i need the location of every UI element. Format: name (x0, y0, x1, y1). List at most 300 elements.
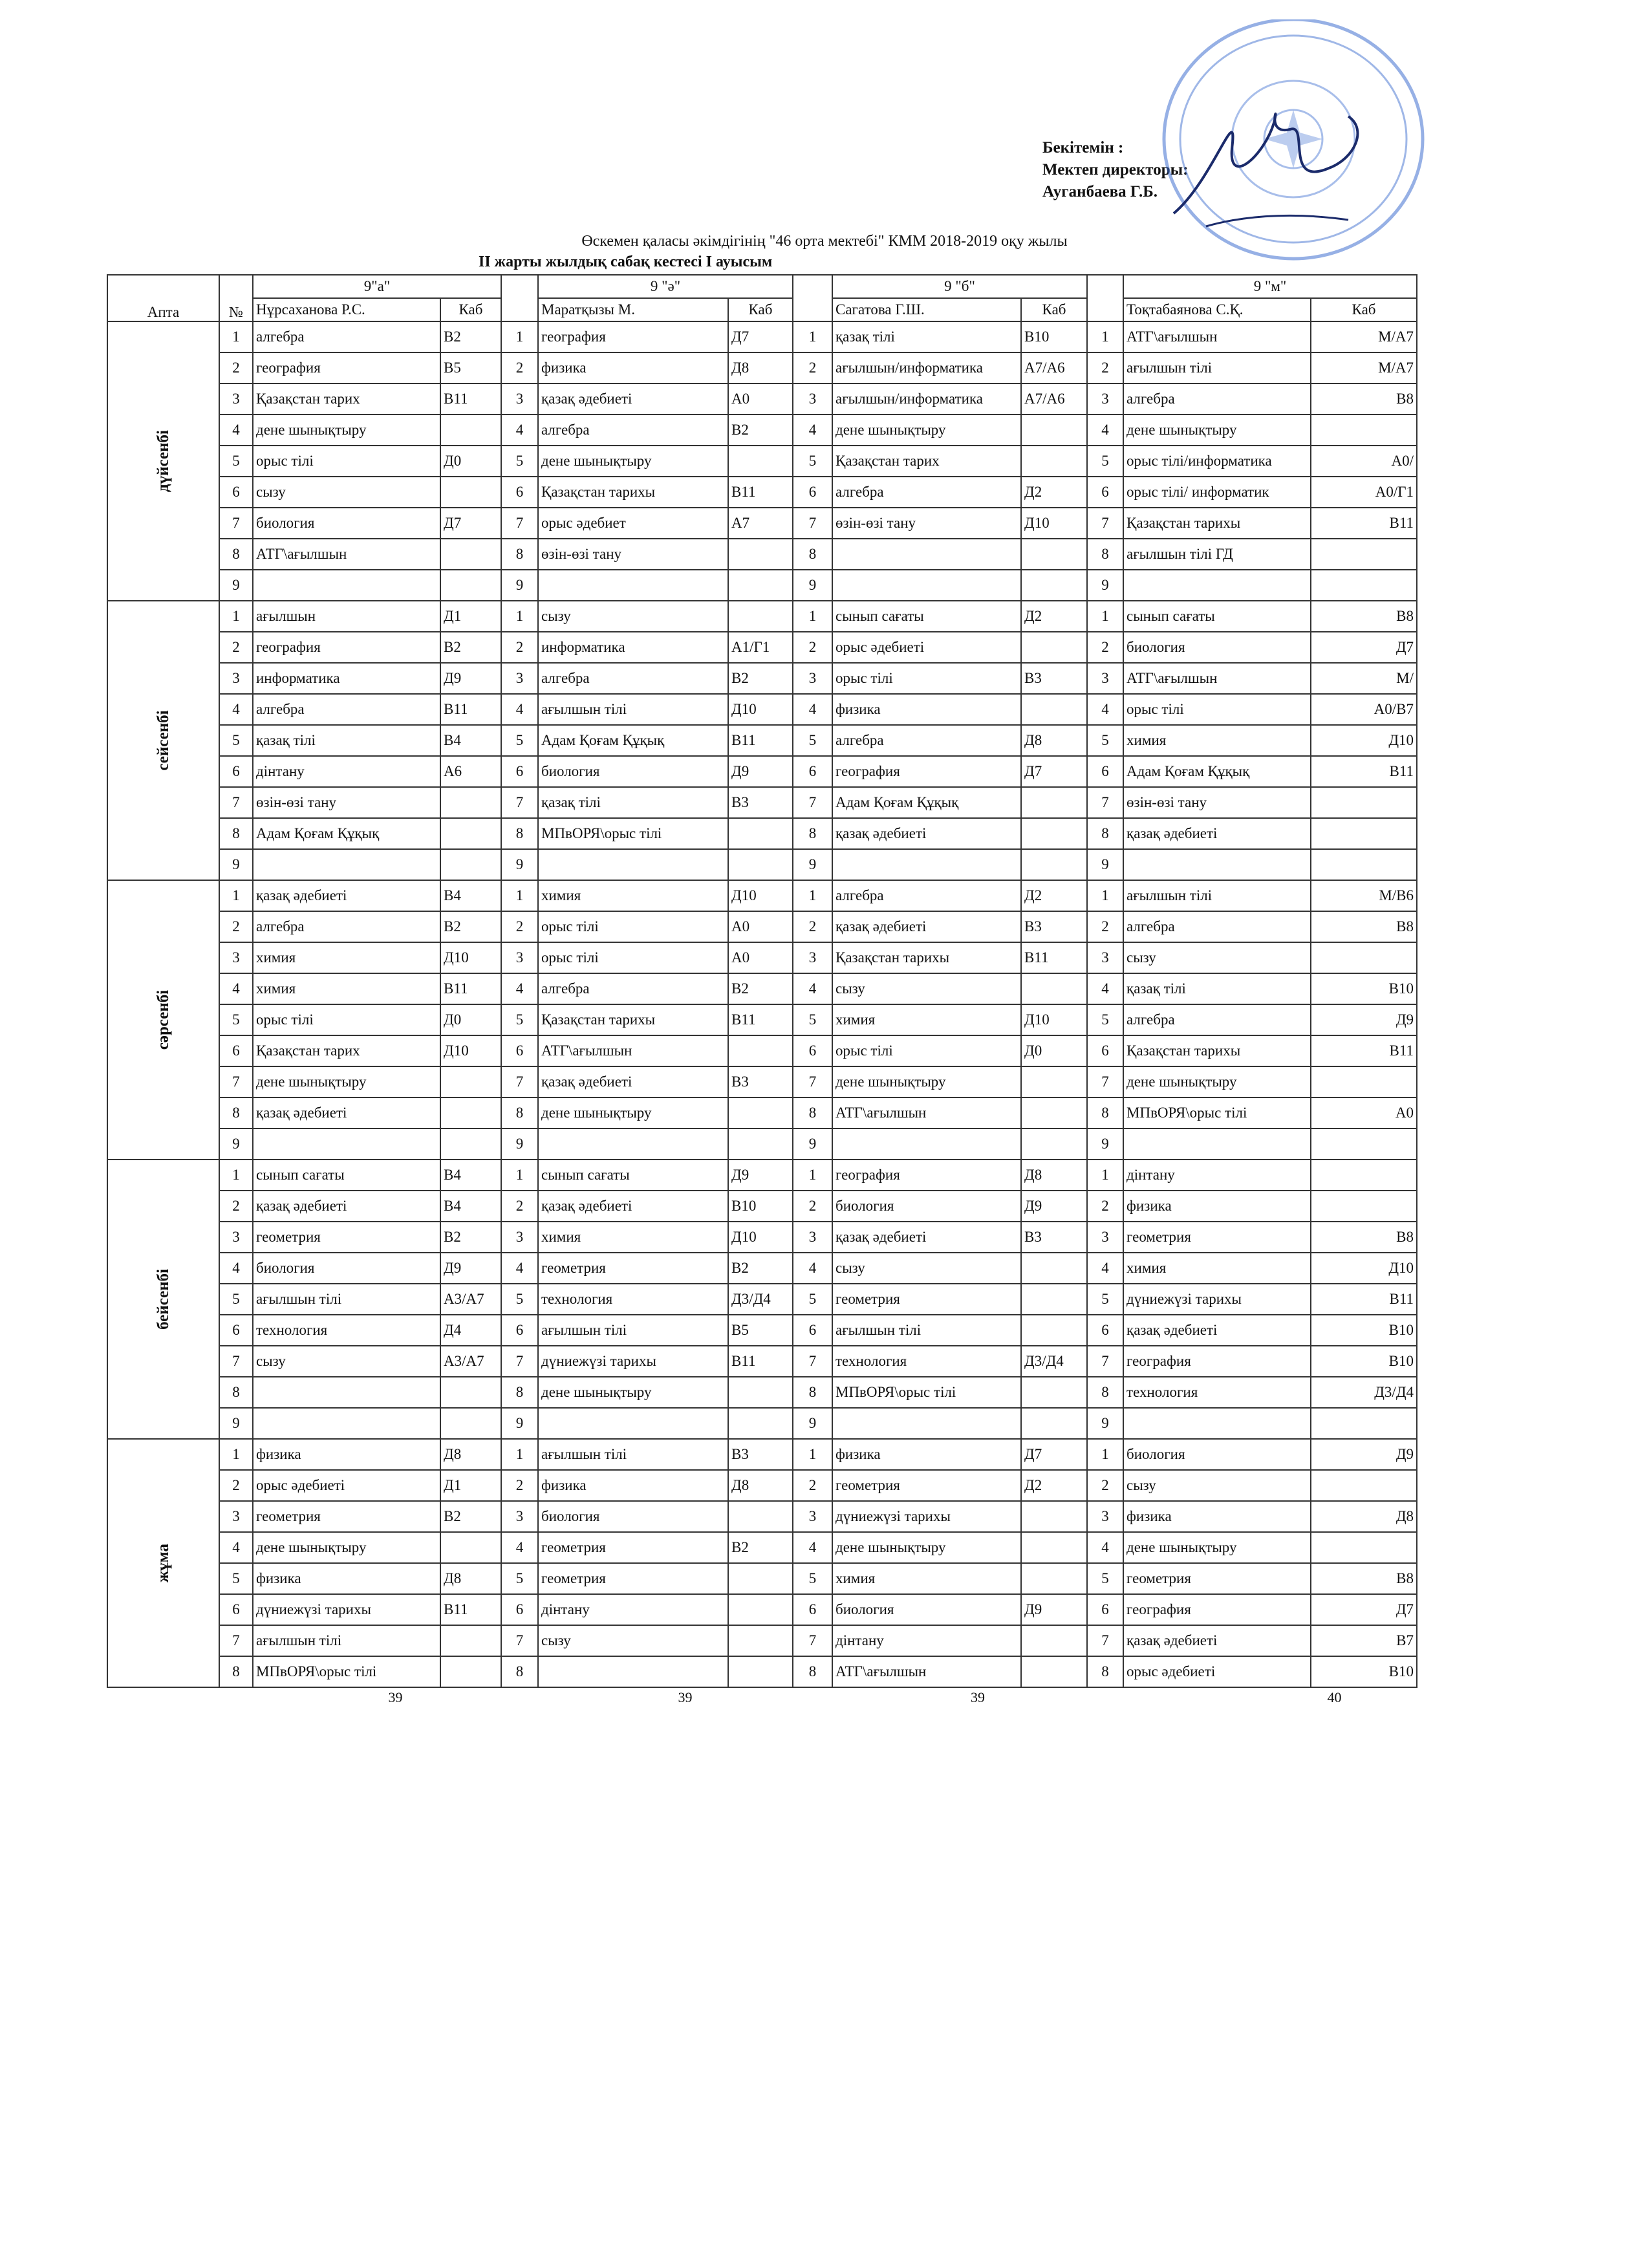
subject-cell (538, 849, 728, 880)
lesson-number: 9 (219, 570, 253, 601)
subject-cell: химия (253, 942, 440, 973)
subject-cell: ағылшын (253, 601, 440, 632)
approval-line-2: Мектеп директоры: (1042, 161, 1189, 178)
subject-cell: физика (253, 1563, 440, 1594)
room-cell (728, 818, 793, 849)
subject-cell: геометрия (1123, 1222, 1311, 1253)
room-cell: В7 (1311, 1625, 1417, 1656)
subject-cell: технология (832, 1346, 1021, 1377)
subject-cell: қазақ тілі (538, 787, 728, 818)
room-cell: В2 (728, 1532, 793, 1563)
table-row (107, 508, 1546, 539)
lesson-number: 7 (1087, 1625, 1123, 1656)
lesson-number: 9 (219, 1408, 253, 1439)
table-row (107, 1563, 1546, 1594)
subject-cell: АТГ\ағылшын (832, 1656, 1021, 1687)
subject-cell: ағылшын/информатика (832, 383, 1021, 415)
lesson-number: 1 (1087, 880, 1123, 911)
lesson-number: 3 (501, 1222, 538, 1253)
lesson-number: 8 (1087, 1377, 1123, 1408)
room-cell: В10 (1311, 1656, 1417, 1687)
teacher-9m: Тоқтабаянова С.Қ. (1123, 298, 1311, 321)
lesson-number: 8 (501, 818, 538, 849)
subject-cell (832, 1129, 1021, 1160)
lesson-number: 8 (501, 539, 538, 570)
schedule-table (107, 274, 1546, 1707)
lesson-number: 6 (501, 1594, 538, 1625)
table-row (107, 352, 1546, 383)
subject-cell (253, 849, 440, 880)
room-cell: В2 (440, 1501, 501, 1532)
subject-cell: қазақ әдебиеті (538, 383, 728, 415)
subject-cell: қазақ әдебиеті (253, 1097, 440, 1129)
room-cell: Д1 (440, 1470, 501, 1501)
room-header: Каб (1021, 298, 1087, 321)
subject-cell: биология (538, 756, 728, 787)
subject-cell: қазақ әдебиеті (538, 1066, 728, 1097)
lesson-number: 3 (501, 383, 538, 415)
lesson-number: 8 (1087, 539, 1123, 570)
subject-cell: геометрия (253, 1501, 440, 1532)
lesson-number: 2 (1087, 1191, 1123, 1222)
room-cell: Д8 (1021, 725, 1087, 756)
lesson-number: 3 (1087, 383, 1123, 415)
day-label: сейсенбі (154, 710, 172, 771)
room-cell: В2 (728, 663, 793, 694)
subject-cell: ағылшын тілі (538, 694, 728, 725)
lesson-number: 3 (219, 663, 253, 694)
lesson-number: 4 (793, 694, 832, 725)
subject-cell: өзін-өзі тану (1123, 787, 1311, 818)
subject-cell: дене шынықтыру (1123, 415, 1311, 446)
subject-cell: дінтану (1123, 1160, 1311, 1191)
room-cell (728, 1656, 793, 1687)
lesson-number: 8 (501, 1377, 538, 1408)
subject-cell: геометрия (832, 1284, 1021, 1315)
subject-cell (253, 1408, 440, 1439)
subject-cell: география (253, 352, 440, 383)
room-cell (728, 601, 793, 632)
lesson-number: 1 (1087, 321, 1123, 352)
table-row (107, 1346, 1546, 1377)
subject-cell: орыс тілі (253, 446, 440, 477)
room-cell: Д9 (1021, 1594, 1087, 1625)
room-cell (1021, 849, 1087, 880)
subject-cell: дене шынықтыру (832, 1066, 1021, 1097)
day-label: сәрсенбі (154, 989, 172, 1050)
subject-cell: дене шынықтыру (1123, 1066, 1311, 1097)
room-cell (1021, 787, 1087, 818)
lesson-number: 8 (1087, 1097, 1123, 1129)
room-cell (440, 1377, 501, 1408)
subject-cell: қазақ әдебиеті (1123, 1625, 1311, 1656)
room-cell: Д8 (728, 1470, 793, 1501)
subject-cell (832, 1408, 1021, 1439)
subject-cell: информатика (253, 663, 440, 694)
lesson-number: 6 (1087, 1594, 1123, 1625)
room-cell: Д10 (1021, 1004, 1087, 1035)
lesson-number: 7 (219, 1346, 253, 1377)
lesson-number: 1 (793, 601, 832, 632)
lesson-number: 9 (1087, 849, 1123, 880)
table-row (107, 787, 1546, 818)
room-cell: В2 (440, 1222, 501, 1253)
room-cell (1311, 415, 1417, 446)
subject-cell: орыс тілі/информатика (1123, 446, 1311, 477)
lesson-number: 2 (793, 632, 832, 663)
subject-cell: ағылшын тілі (1123, 880, 1311, 911)
room-cell (728, 1625, 793, 1656)
lesson-number: 1 (501, 1439, 538, 1470)
lesson-number: 1 (1087, 1439, 1123, 1470)
lesson-number: 2 (1087, 1470, 1123, 1501)
room-cell: В8 (1311, 601, 1417, 632)
subject-cell: АТГ\ағылшын (832, 1097, 1021, 1129)
subject-cell: алгебра (538, 663, 728, 694)
subject-cell: Қазақстан тарих (832, 446, 1021, 477)
lesson-number: 1 (793, 1439, 832, 1470)
lesson-number: 5 (219, 1563, 253, 1594)
subject-cell: алгебра (1123, 1004, 1311, 1035)
room-cell: Д10 (728, 880, 793, 911)
room-cell: В11 (1021, 942, 1087, 973)
document-title: Өскемен қаласы әкімдігінің "46 орта мектебі" КММ 2018-2019 оқу жылы (581, 233, 1068, 250)
room-cell: Д10 (1021, 508, 1087, 539)
lesson-number: 7 (1087, 1066, 1123, 1097)
subject-cell: сызу (1123, 942, 1311, 973)
room-cell: А3/А7 (440, 1346, 501, 1377)
room-cell (1021, 1284, 1087, 1315)
subject-cell: алгебра (832, 880, 1021, 911)
subject-cell (1123, 1129, 1311, 1160)
room-cell (440, 787, 501, 818)
lesson-number: 6 (1087, 477, 1123, 508)
lesson-number: 9 (793, 849, 832, 880)
table-row (107, 973, 1546, 1004)
table-row (107, 321, 1546, 352)
subject-cell: қазақ әдебиеті (1123, 1315, 1311, 1346)
subject-cell: дінтану (253, 756, 440, 787)
lesson-number: 2 (793, 1470, 832, 1501)
room-cell (440, 1408, 501, 1439)
subject-cell: химия (832, 1004, 1021, 1035)
subject-cell: МПвОРЯ\орыс тілі (538, 818, 728, 849)
table-row (107, 942, 1546, 973)
subject-cell: информатика (538, 632, 728, 663)
subject-cell: АТГ\ағылшын (1123, 663, 1311, 694)
document-subtitle: II жарты жылдық сабақ кестесі I ауысым (479, 254, 773, 270)
room-cell: Д9 (1311, 1004, 1417, 1035)
lesson-number: 4 (1087, 694, 1123, 725)
room-cell (728, 1594, 793, 1625)
table-row (107, 663, 1546, 694)
room-cell: В10 (1021, 321, 1087, 352)
room-cell (440, 818, 501, 849)
room-cell (1311, 1066, 1417, 1097)
lesson-number: 8 (1087, 818, 1123, 849)
subject-cell: биология (832, 1594, 1021, 1625)
room-cell (1021, 415, 1087, 446)
lesson-number: 8 (793, 539, 832, 570)
lesson-number: 5 (1087, 446, 1123, 477)
subject-cell: биология (1123, 632, 1311, 663)
lesson-number: 5 (793, 1004, 832, 1035)
room-cell (1021, 446, 1087, 477)
subject-cell: алгебра (253, 911, 440, 942)
lesson-number: 9 (219, 1129, 253, 1160)
teacher-9a: Нұрсаханова Р.С. (253, 298, 440, 321)
lesson-number: 9 (501, 1408, 538, 1439)
subject-cell: геометрия (538, 1563, 728, 1594)
room-cell (1021, 1625, 1087, 1656)
table-row (107, 818, 1546, 849)
lesson-number: 7 (1087, 787, 1123, 818)
room-cell: В11 (1311, 508, 1417, 539)
lesson-number: 1 (219, 321, 253, 352)
room-cell (728, 1129, 793, 1160)
room-cell (1311, 1532, 1417, 1563)
lesson-number: 2 (501, 352, 538, 383)
subject-cell: алгебра (1123, 911, 1311, 942)
day-cell (107, 1439, 219, 1687)
room-cell: А1/Г1 (728, 632, 793, 663)
table-row (107, 1191, 1546, 1222)
subject-cell: АТГ\ағылшын (1123, 321, 1311, 352)
room-cell: А0 (1311, 1097, 1417, 1129)
room-cell: В11 (728, 1346, 793, 1377)
lesson-number: 7 (501, 1346, 538, 1377)
room-cell: В3 (1021, 1222, 1087, 1253)
subject-cell: сынып сағаты (253, 1160, 440, 1191)
subject-cell (538, 570, 728, 601)
lesson-number: 4 (1087, 1253, 1123, 1284)
room-cell (440, 1532, 501, 1563)
subject-cell: дене шынықтыру (538, 1377, 728, 1408)
lesson-number: 6 (1087, 756, 1123, 787)
lesson-number: 6 (501, 1035, 538, 1066)
lesson-number: 6 (793, 1594, 832, 1625)
lesson-number: 6 (793, 477, 832, 508)
class-name-9a: 9"а" (253, 275, 501, 298)
room-cell (1021, 1532, 1087, 1563)
lesson-number: 2 (1087, 632, 1123, 663)
lesson-number: 4 (501, 694, 538, 725)
room-cell (1021, 1501, 1087, 1532)
table-row (107, 725, 1546, 756)
room-cell (728, 1377, 793, 1408)
subject-cell: өзін-өзі тану (832, 508, 1021, 539)
subject-cell (253, 1377, 440, 1408)
room-cell (440, 1097, 501, 1129)
lesson-number: 1 (501, 601, 538, 632)
room-cell (1311, 570, 1417, 601)
lesson-number: 8 (793, 818, 832, 849)
room-cell (1021, 1315, 1087, 1346)
room-cell (1021, 694, 1087, 725)
room-cell: В10 (1311, 1346, 1417, 1377)
subject-cell (1123, 1408, 1311, 1439)
room-cell (1311, 818, 1417, 849)
lesson-number: 9 (793, 1408, 832, 1439)
room-cell (1311, 1191, 1417, 1222)
lesson-number: 7 (793, 1346, 832, 1377)
room-cell (1021, 632, 1087, 663)
room-cell (440, 1066, 501, 1097)
lesson-number: 4 (219, 1253, 253, 1284)
lesson-number: 5 (501, 446, 538, 477)
subject-cell: қазақ әдебиеті (1123, 818, 1311, 849)
subject-cell: сынып сағаты (832, 601, 1021, 632)
lesson-number: 1 (219, 1439, 253, 1470)
lesson-number: 3 (219, 942, 253, 973)
room-cell: Д3/Д4 (728, 1284, 793, 1315)
lesson-number: 7 (1087, 508, 1123, 539)
lesson-number: 6 (219, 477, 253, 508)
subject-cell (253, 1129, 440, 1160)
day-cell (107, 1160, 219, 1439)
subject-cell: орыс тілі (832, 1035, 1021, 1066)
room-cell (1311, 539, 1417, 570)
room-cell: М/А7 (1311, 352, 1417, 383)
lesson-number: 4 (793, 1253, 832, 1284)
subject-cell: биология (253, 1253, 440, 1284)
room-cell (728, 539, 793, 570)
subject-cell: дінтану (538, 1594, 728, 1625)
room-cell: Д9 (728, 1160, 793, 1191)
subject-cell: химия (538, 1222, 728, 1253)
lesson-number: 9 (219, 849, 253, 880)
lesson-number: 2 (793, 911, 832, 942)
room-cell (1021, 1377, 1087, 1408)
subject-cell: алгебра (538, 973, 728, 1004)
header-row-classes (107, 275, 1546, 298)
lesson-number: 9 (1087, 1129, 1123, 1160)
lesson-number: 9 (1087, 570, 1123, 601)
subject-cell: МПвОРЯ\орыс тілі (1123, 1097, 1311, 1129)
table-row (107, 1315, 1546, 1346)
subject-cell: физика (253, 1439, 440, 1470)
room-cell: В11 (1311, 756, 1417, 787)
lesson-number: 3 (1087, 663, 1123, 694)
subject-cell: Адам Қоғам Құқық (1123, 756, 1311, 787)
subject-cell: география (832, 1160, 1021, 1191)
room-cell: В10 (1311, 973, 1417, 1004)
room-cell: Д9 (440, 1253, 501, 1284)
lesson-number: 5 (793, 1284, 832, 1315)
room-cell (440, 415, 501, 446)
subject-cell: биология (832, 1191, 1021, 1222)
room-cell (728, 1097, 793, 1129)
header-day: Апта (107, 275, 219, 321)
lesson-number: 8 (501, 1656, 538, 1687)
subject-cell: дінтану (832, 1625, 1021, 1656)
lesson-number: 3 (219, 1222, 253, 1253)
lesson-number: 3 (793, 1222, 832, 1253)
lesson-number: 5 (793, 446, 832, 477)
subject-cell: орыс тілі (538, 942, 728, 973)
lesson-number: 1 (219, 1160, 253, 1191)
room-cell (1021, 1097, 1087, 1129)
lesson-number: 3 (793, 663, 832, 694)
lesson-number: 7 (219, 787, 253, 818)
room-cell: А7/А6 (1021, 352, 1087, 383)
subject-cell: химия (832, 1563, 1021, 1594)
room-cell: В4 (440, 725, 501, 756)
subject-cell: дене шынықтыру (253, 1532, 440, 1563)
room-cell: В2 (440, 911, 501, 942)
room-cell: В5 (728, 1315, 793, 1346)
room-cell: Д2 (1021, 601, 1087, 632)
room-cell: В8 (1311, 383, 1417, 415)
room-cell: Д7 (1311, 1594, 1417, 1625)
lesson-number: 4 (219, 415, 253, 446)
subject-cell: сынып сағаты (1123, 601, 1311, 632)
lesson-number: 4 (793, 973, 832, 1004)
lesson-number: 1 (501, 880, 538, 911)
subject-cell: қазақ тілі (253, 725, 440, 756)
lesson-number: 5 (1087, 1284, 1123, 1315)
lesson-number: 6 (219, 1035, 253, 1066)
subject-cell: дене шынықтыру (1123, 1532, 1311, 1563)
room-cell: Д10 (440, 942, 501, 973)
hours-total: 39 (388, 1689, 403, 1705)
room-cell: Д0 (1021, 1035, 1087, 1066)
room-cell (728, 1501, 793, 1532)
subject-cell: география (1123, 1346, 1311, 1377)
table-row (107, 1253, 1546, 1284)
subject-cell: сызу (538, 1625, 728, 1656)
subject-cell: орыс әдебиеті (1123, 1656, 1311, 1687)
subject-cell: сызу (538, 601, 728, 632)
subject-cell: сынып сағаты (538, 1160, 728, 1191)
lesson-number: 2 (219, 911, 253, 942)
room-cell: Д10 (728, 1222, 793, 1253)
lesson-number: 1 (501, 1160, 538, 1191)
table-row (107, 1501, 1546, 1532)
room-cell: В11 (440, 973, 501, 1004)
approval-line-3: Ауганбаева Г.Б. (1042, 183, 1158, 200)
lesson-number: 4 (793, 415, 832, 446)
room-cell: В10 (728, 1191, 793, 1222)
subject-cell: физика (538, 1470, 728, 1501)
subject-cell: қазақ тілі (832, 321, 1021, 352)
subject-cell: қазақ әдебиеті (832, 818, 1021, 849)
room-cell (440, 477, 501, 508)
lesson-number: 7 (501, 508, 538, 539)
table-row (107, 539, 1546, 570)
class-name-9b: 9 "б" (832, 275, 1087, 298)
lesson-number: 8 (219, 1377, 253, 1408)
subject-cell: дене шынықтыру (253, 415, 440, 446)
subject-cell: қазақ әдебиеті (832, 911, 1021, 942)
subject-cell: геометрия (253, 1222, 440, 1253)
subject-cell: дене шынықтыру (832, 415, 1021, 446)
subject-cell (832, 539, 1021, 570)
room-cell: М/А7 (1311, 321, 1417, 352)
room-cell (1021, 1129, 1087, 1160)
room-cell (1021, 818, 1087, 849)
subject-cell: физика (832, 694, 1021, 725)
room-cell (1021, 1066, 1087, 1097)
table-row (107, 1284, 1546, 1315)
room-cell: Д7 (728, 321, 793, 352)
lesson-number: 4 (1087, 973, 1123, 1004)
table-row (107, 1377, 1546, 1408)
table-row (107, 415, 1546, 446)
lesson-number: 8 (793, 1377, 832, 1408)
lesson-number: 3 (793, 942, 832, 973)
room-cell: В4 (440, 1160, 501, 1191)
